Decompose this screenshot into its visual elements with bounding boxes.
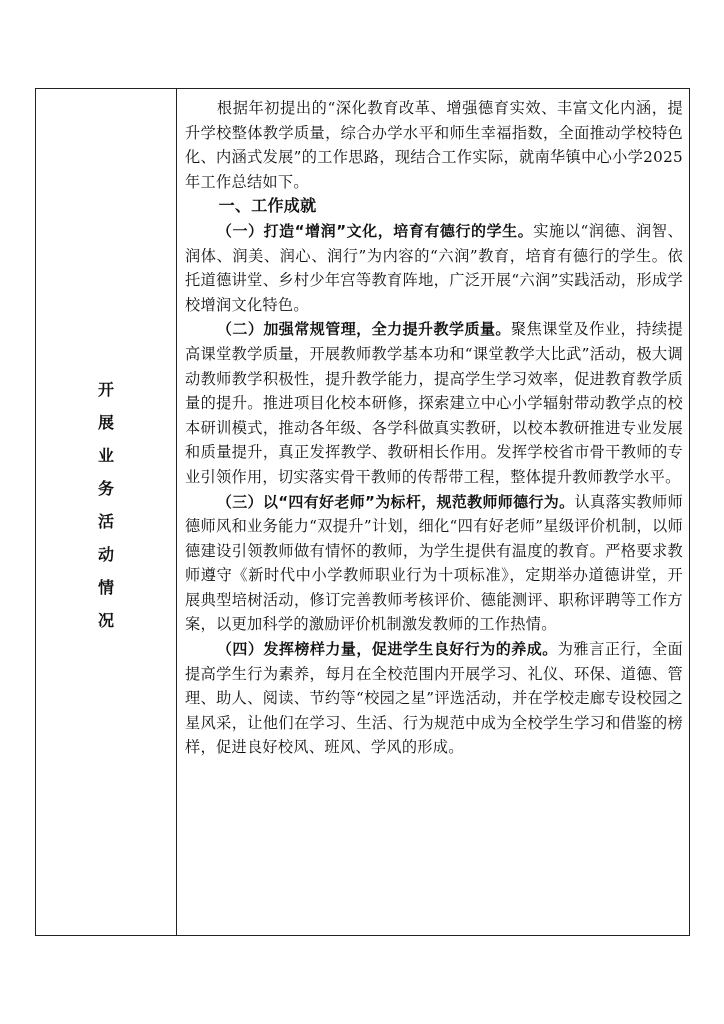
row-label-char: 业 — [97, 446, 114, 465]
intro-paragraph: 根据年初提出的“深化教育改革、增强德育实效、丰富文化内涵，提升学校整体教学质量，综合办学水平和师生幸福指数，全面推动学校特色化、内涵式发展”的工作思路，现结合工作实际，就南华镇中心小学2025年工作总结如下。 — [185, 99, 683, 191]
row-label-char: 开 — [97, 380, 114, 399]
item-paragraph — [185, 317, 683, 489]
item-paragraph — [185, 637, 683, 760]
item-body: 聚焦课堂及作业，持续提高课堂教学质量，开展教师教学基本功和“课堂教学大比武”活动，极大调动教师教学积极性，提升教学能力，提高学生学习效率，促进教育教学质量的提升。推进项目化校本研修，探索建立中心小学辐射带动教学点的校本研训模式，推动各年级、各学科做真实教研，以校本教研推进专业发展和质量提升，真正发挥教学、教研相长作用。发挥学校省市骨干教师的专业引领作用，切实落实骨干教师的传帮带工程，整体提升教师教学水平。 — [185, 320, 683, 486]
item-paragraph — [185, 219, 683, 317]
row-label-char: 情 — [97, 578, 114, 597]
item-heading: （二）加强常规管理，全力提升教学质量。 — [216, 320, 511, 339]
row-label-char: 务 — [97, 479, 114, 498]
item-body: 认真落实教师师德师风和业务能力“双提升”计划，细化“四有好老师”星级评价机制，以师德建设引领教师做有情怀的教师，为学生提供有温度的教育。严格要求教师遵守《新时代中小学教师职业行为十项标准》，定期举办道德讲堂，开展典型培树活动，修订完善教师考核评价、德能测评、职称评聘等工作方案，以更加科学的激励评价机制激发教师的工作热情。 — [185, 492, 684, 634]
row-label-char: 展 — [97, 413, 114, 432]
row-label-cell — [36, 89, 177, 935]
content-cell — [177, 89, 689, 935]
item-body: 实施以“润德、润智、润体、润美、润心、润行”为内容的“六润”教育，培育有德行的学生。依托道德讲堂、乡村少年宫等教育阵地，广泛开展“六润”实践活动，形成学校增润文化特色。 — [185, 221, 684, 314]
row-label-char: 动 — [97, 545, 114, 564]
item-body: 为雅言正行，全面提高学生行为素养，每月在全校范围内开展学习、礼仪、环保、道德、管理、助人、阅读、节约等“校园之星”评选活动，并在学校走廊专设校园之星风采，让他们在学习、生活、行为规范中成为全校学生学习和借鉴的榜样，促进良好校风、班风、学风的形成。 — [185, 640, 683, 757]
row-label-char: 活 — [97, 512, 114, 531]
item-heading: （三）以“四有好老师”为标杆，规范教师师德行为。 — [216, 492, 575, 511]
item-paragraph — [185, 490, 683, 638]
report-table — [35, 88, 690, 936]
row-label-char: 况 — [97, 611, 114, 630]
row-label — [36, 373, 176, 637]
item-heading: （一）打造“增润”文化，培育有德行的学生。 — [216, 221, 534, 240]
section-title: 一、工作成就 — [218, 196, 317, 216]
item-heading: （四）发挥榜样力量，促进学生良好行为的养成。 — [216, 640, 558, 659]
